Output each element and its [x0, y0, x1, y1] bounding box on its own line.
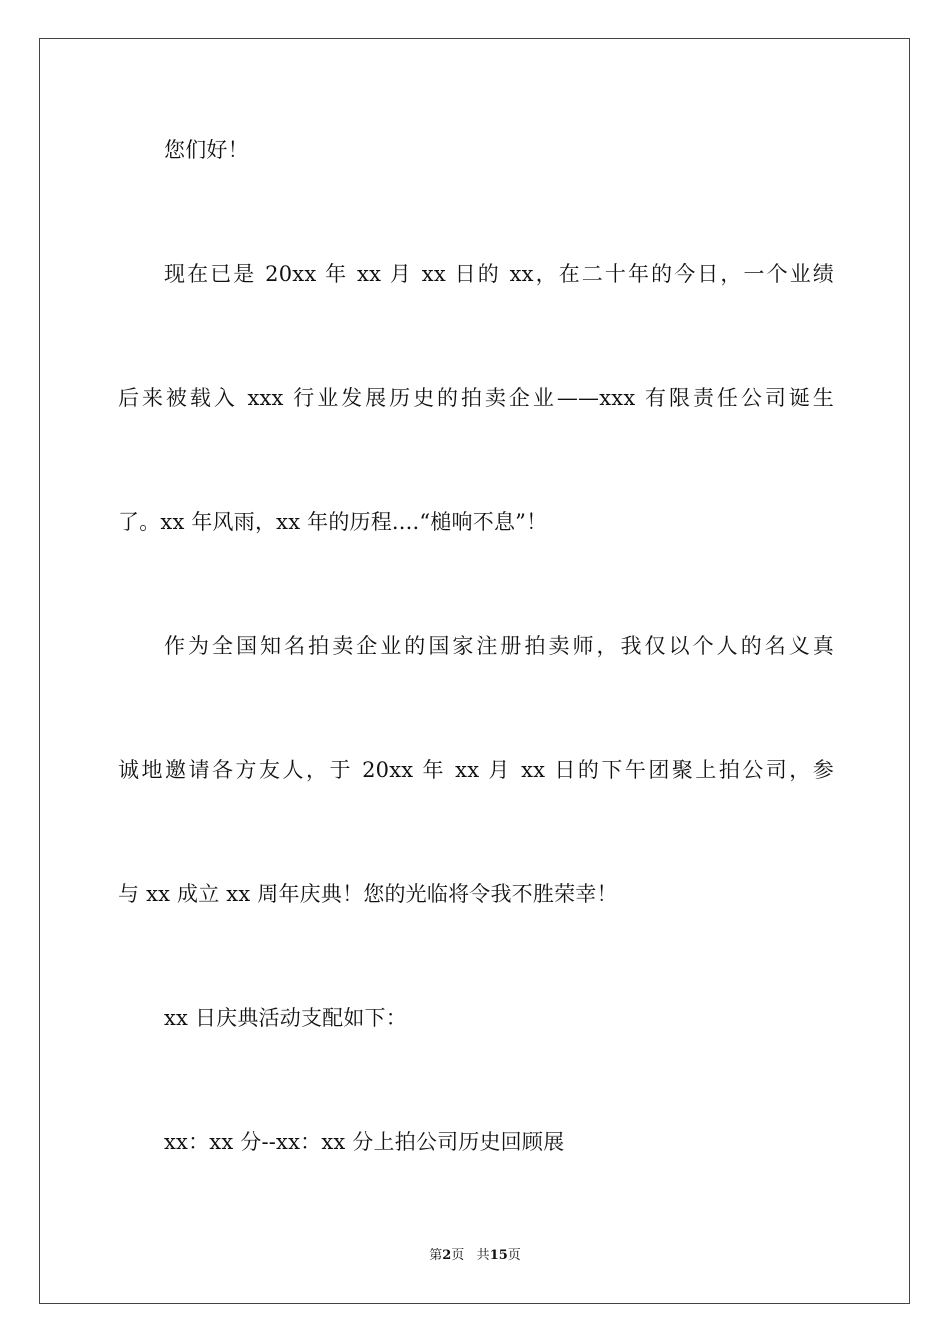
paragraph-2-line-3: 与 xx 成立 xx 周年庆典！您的光临将令我不胜荣幸！: [118, 882, 618, 906]
paragraph-1-line-2: 后来被载入 xxx 行业发展历史的拍卖企业——xxx 有限责任公司诞生: [118, 386, 834, 410]
paragraph-1-line-3: 了。xx 年风雨，xx 年的历程....“槌响不息”！: [118, 510, 548, 534]
paragraph-1-line-1: 现在已是 20xx 年 xx 月 xx 日的 xx，在二十年的今日，一个业绩: [164, 262, 834, 286]
footer-page-suffix: 页: [451, 1248, 465, 1263]
paragraph-2-line-1: 作为全国知名拍卖企业的国家注册拍卖师，我仅以个人的名义真: [164, 634, 834, 658]
paragraph-2-line-2: 诚地邀请各方友人，于 20xx 年 xx 月 xx 日的下午团聚上拍公司，参: [118, 758, 834, 782]
page-footer: [0, 1247, 950, 1265]
greeting-line: 您们好！: [164, 138, 249, 162]
schedule-heading: xx 日庆典活动支配如下：: [164, 1006, 407, 1030]
footer-total-prefix: 共: [476, 1248, 490, 1263]
footer-total-pages: 15: [489, 1248, 508, 1263]
page-frame: [39, 38, 910, 1304]
schedule-item: xx：xx 分--xx：xx 分上拍公司历史回顾展: [164, 1130, 565, 1154]
footer-page-number: 2: [442, 1248, 452, 1263]
footer-total-suffix: 页: [507, 1248, 521, 1263]
footer-page-prefix: 第: [429, 1248, 443, 1263]
